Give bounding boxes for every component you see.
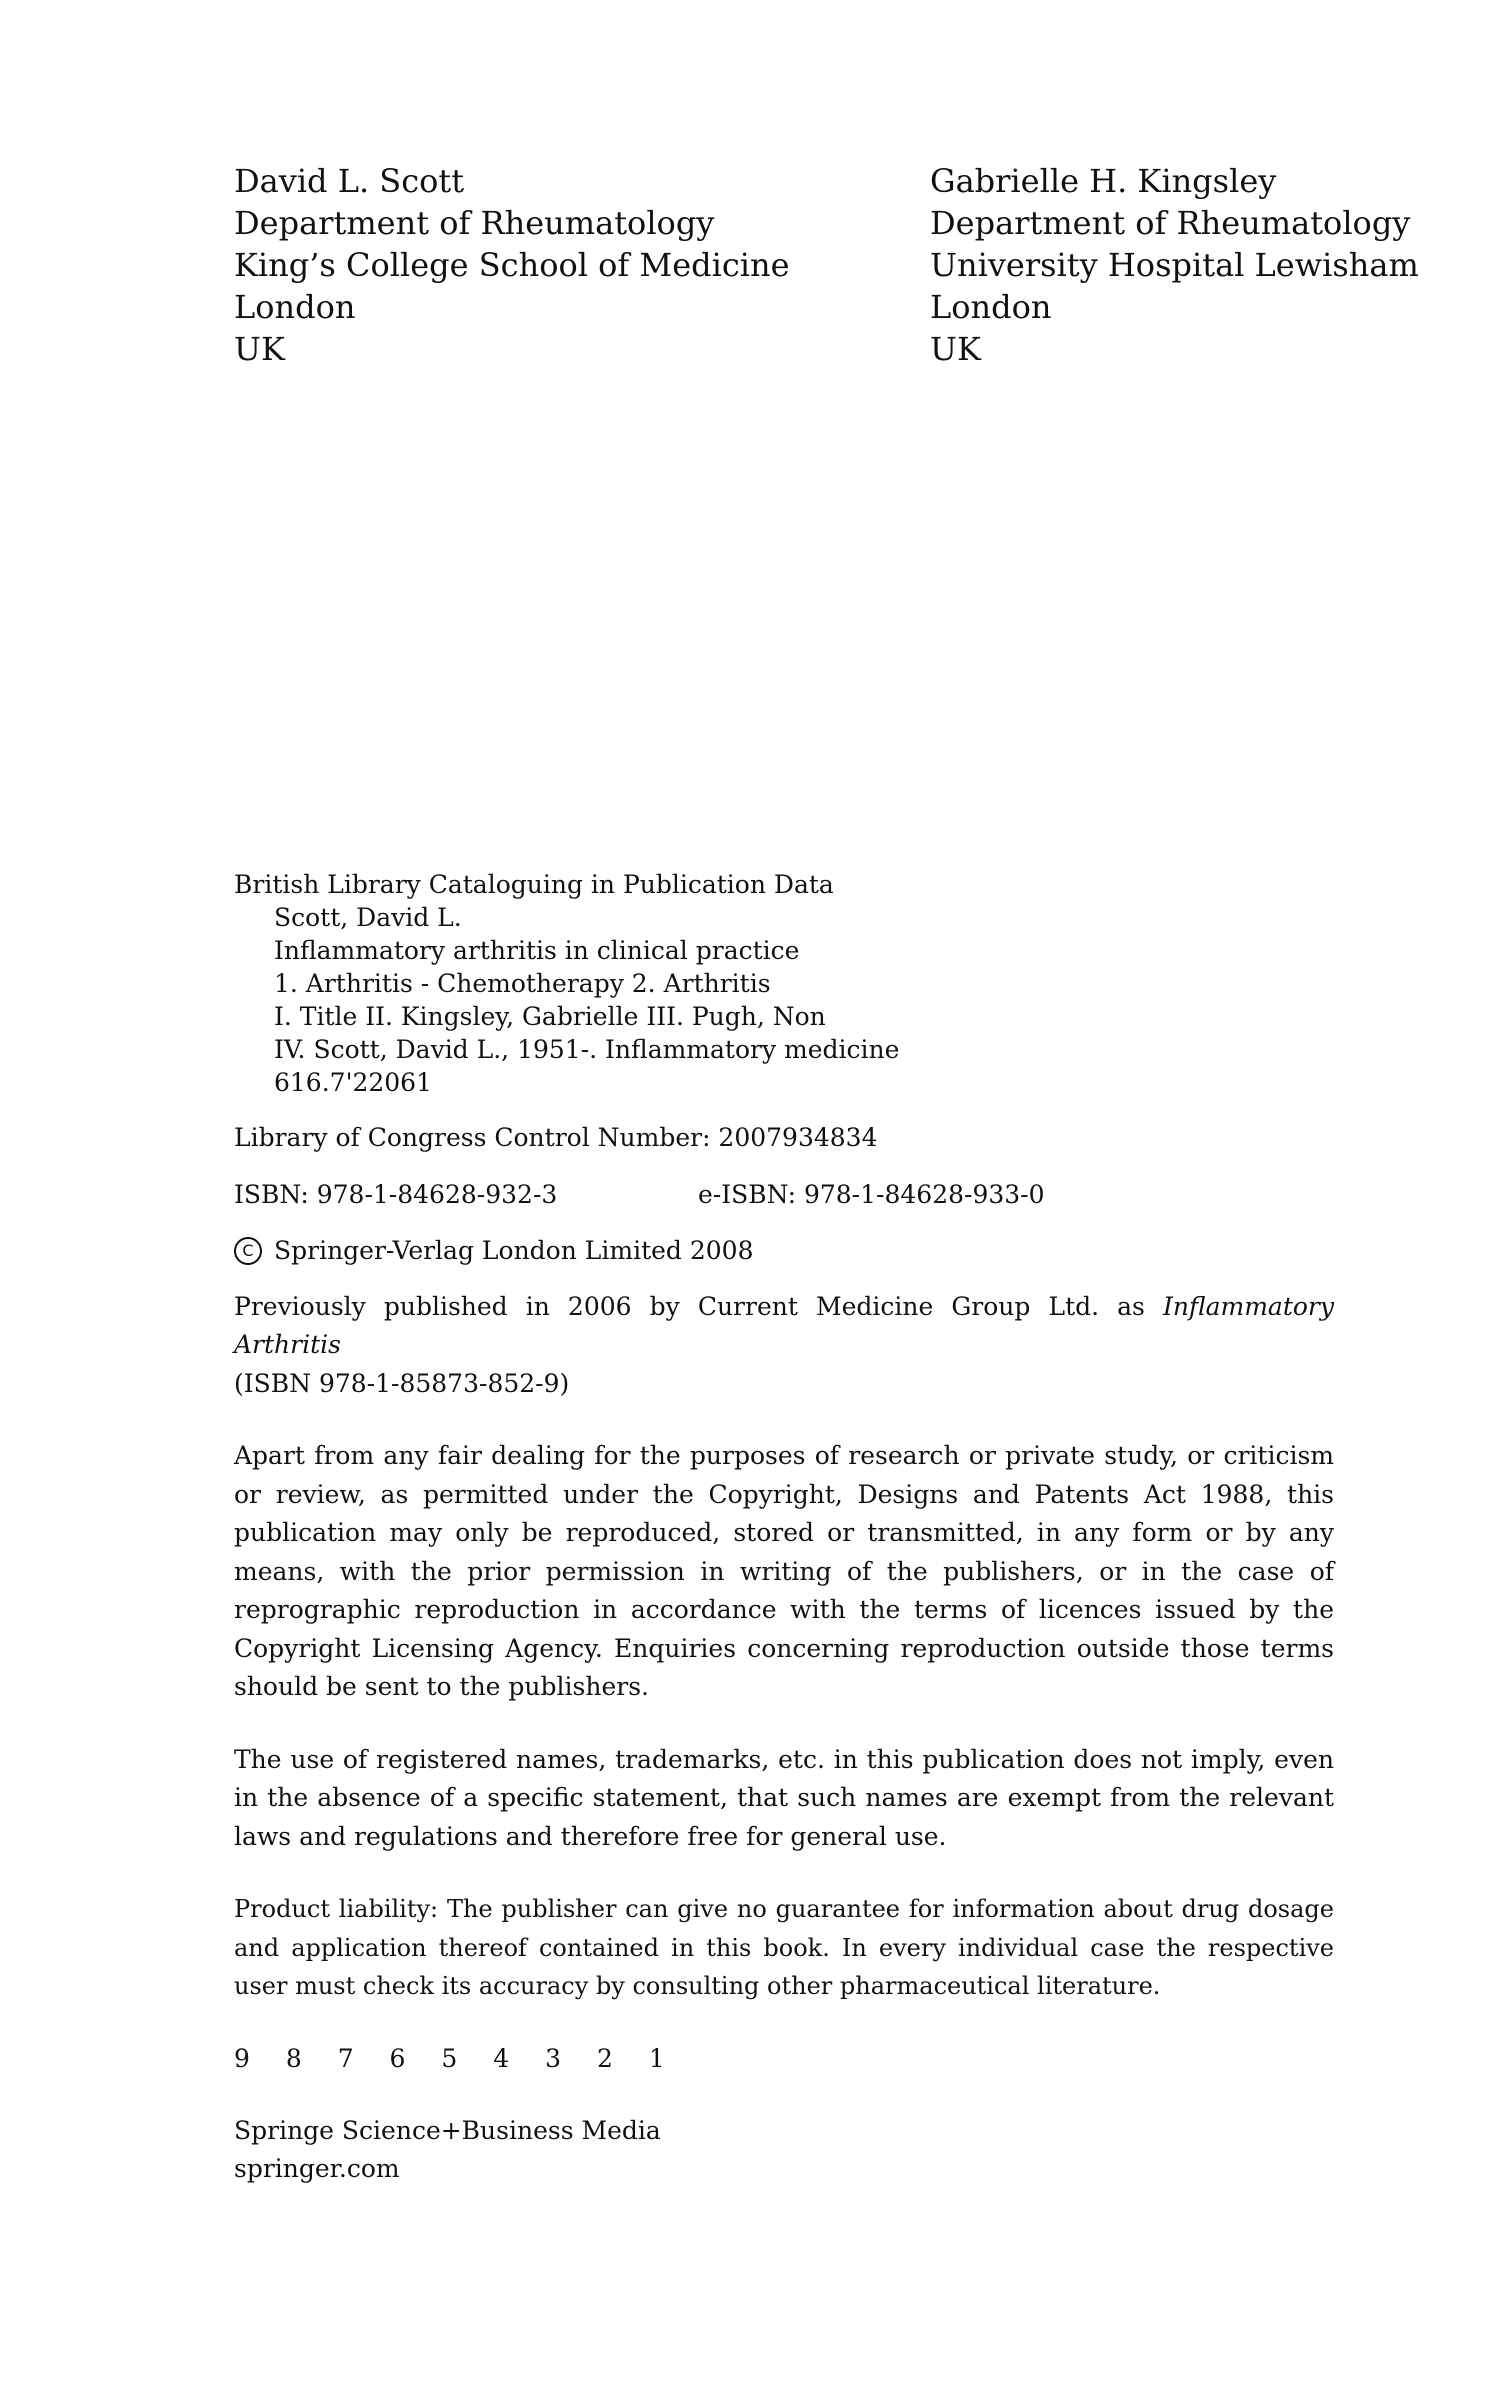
- author-department: Department of Rheumatology: [234, 204, 715, 242]
- author-left: [234, 160, 790, 370]
- author-city: London: [234, 288, 356, 326]
- trademark-paragraph: The use of registered names, trademarks, etc. in this publication does not imply, even in the absence of a specific statement, that such names are exempt from the relevant laws and regulations and therefore free for general use.: [234, 1744, 1334, 1851]
- author-institution: University Hospital Lewisham: [930, 246, 1419, 284]
- cip-line: IV. Scott, David L., 1951-. Inflammatory medicine: [274, 1035, 900, 1064]
- author-institution: King’s College School of Medicine: [234, 246, 790, 284]
- copyright-text: Springer-Verlag London Limited 2008: [274, 1235, 754, 1265]
- printing-numbers: 9 8 7 6 5 4 3 2 1: [234, 2043, 679, 2073]
- author-right: [930, 160, 1419, 370]
- cip-line: 1. Arthritis - Chemotherapy 2. Arthritis: [274, 969, 771, 998]
- previous-title: Inflammatory Arthritis: [234, 1291, 1334, 1359]
- loc-control-number: Library of Congress Control Number: 2007934834: [234, 1123, 878, 1152]
- rights-paragraph: Apart from any fair dealing for the purposes of research or private study, or criticism or review, as permitted under the Copyright, Designs and Patents Act 1988, this publication may only be reproduced, stored or transmitted, in any form or by any means, with the prior permission in writing of the publishers, or in the case of reprographic reproduction in accordance with the terms of licences issued by the Copyright Licensing Agency. Enquiries concerning reproduction outside those terms should be sent to the publishers.: [234, 1441, 1334, 1701]
- cip-line: 616.7'22061: [274, 1068, 432, 1097]
- isbn-print: ISBN: 978-1-84628-932-3: [234, 1179, 558, 1209]
- liability-paragraph: Product liability: The publisher can give no guarantee for information about drug dosage and application thereof contained in this book. In every individual case the respective user must check its accuracy by consulting other pharmaceutical literature.: [234, 1895, 1334, 2000]
- author-department: Department of Rheumatology: [930, 204, 1411, 242]
- author-name: Gabrielle H. Kingsley: [930, 162, 1277, 200]
- author-name: David L. Scott: [234, 162, 465, 200]
- copyright-page-body: [234, 868, 1334, 2188]
- copyright-line: [234, 1232, 1334, 1270]
- cip-block: [234, 868, 1334, 1099]
- cip-heading: British Library Cataloguing in Publication Data: [234, 870, 834, 899]
- copyright-symbol-icon: C: [234, 1237, 262, 1265]
- previously-published: [234, 1288, 1334, 1404]
- author-country: UK: [234, 330, 285, 368]
- publisher-block: [234, 2112, 1334, 2188]
- previous-isbn: (ISBN 978-1-85873-852-9): [234, 1368, 570, 1398]
- previously-prefix: Previously published in 2006 by Current Medicine Group Ltd. as: [234, 1291, 1163, 1321]
- authors-block: [234, 160, 1419, 370]
- cip-line: I. Title II. Kingsley, Gabrielle III. Pugh, Non: [274, 1002, 826, 1031]
- isbn-row: [234, 1176, 1334, 1214]
- cip-line: Scott, David L.: [274, 903, 462, 932]
- publisher-name: Springe Science+Business Media: [234, 2115, 661, 2145]
- isbn-electronic: e-ISBN: 978-1-84628-933-0: [698, 1179, 1045, 1209]
- publisher-website: springer.com: [234, 2153, 400, 2183]
- cip-line: Inflammatory arthritis in clinical practice: [274, 936, 800, 965]
- author-city: London: [930, 288, 1052, 326]
- author-country: UK: [930, 330, 981, 368]
